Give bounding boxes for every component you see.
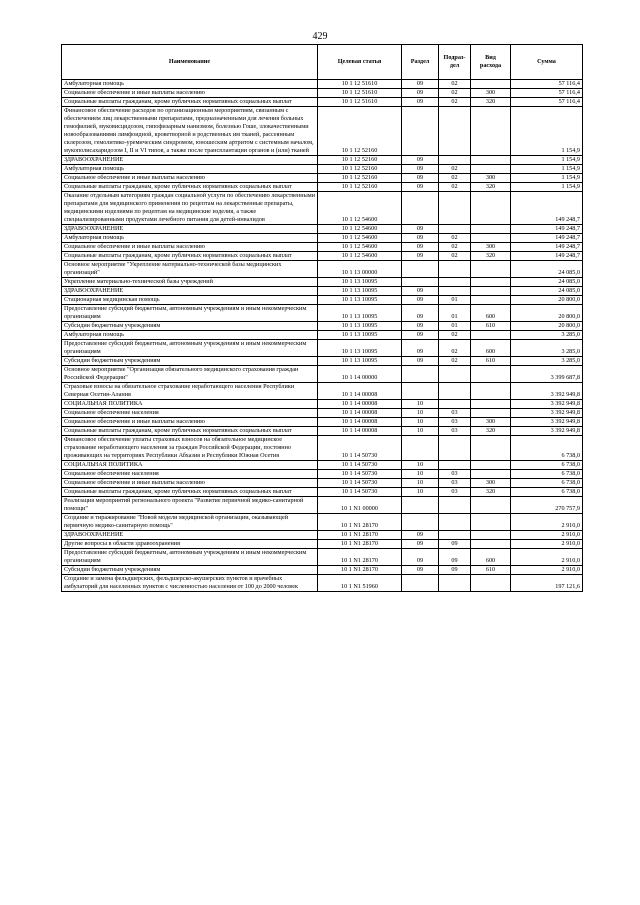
row-sum: 3 285,0 xyxy=(511,340,583,357)
row-section: 10 xyxy=(402,461,439,470)
row-expense-type xyxy=(471,192,511,225)
row-subsection: 03 xyxy=(439,418,471,427)
row-expense-type: 320 xyxy=(471,427,511,436)
table-row xyxy=(62,383,583,400)
row-name: Укрепление материально-технической базы учреждений xyxy=(62,278,318,287)
row-sum: 2 910,0 xyxy=(511,531,583,540)
row-name: Социальные выплаты гражданам, кроме публичных нормативных социальных выплат xyxy=(62,183,318,192)
row-subsection xyxy=(439,461,471,470)
row-subsection: 02 xyxy=(439,89,471,98)
row-name: Социальное обеспечение и иные выплаты населению xyxy=(62,89,318,98)
row-expense-type: 300 xyxy=(471,243,511,252)
row-subsection: 02 xyxy=(439,165,471,174)
table-row xyxy=(62,366,583,383)
row-section: 09 xyxy=(402,540,439,549)
row-section: 09 xyxy=(402,156,439,165)
row-subsection: 01 xyxy=(439,322,471,331)
row-name: ЗДРАВООХРАНЕНИЕ xyxy=(62,225,318,234)
row-section: 09 xyxy=(402,322,439,331)
row-section: 09 xyxy=(402,549,439,566)
row-expense-type: 610 xyxy=(471,566,511,575)
row-subsection xyxy=(439,436,471,461)
row-subsection: 02 xyxy=(439,331,471,340)
row-target: 10 1 13 10095 xyxy=(318,357,402,366)
table-row xyxy=(62,436,583,461)
table-row xyxy=(62,278,583,287)
row-expense-type: 320 xyxy=(471,488,511,497)
row-target: 10 1 N1 28170 xyxy=(318,514,402,531)
row-sum: 2 910,0 xyxy=(511,540,583,549)
page-number: 429 xyxy=(312,31,328,42)
table-row xyxy=(62,479,583,488)
table-row xyxy=(62,497,583,514)
row-name: Субсидии бюджетным учреждениям xyxy=(62,322,318,331)
row-name: ЗДРАВООХРАНЕНИЕ xyxy=(62,531,318,540)
row-section xyxy=(402,383,439,400)
row-target: 10 1 12 52160 xyxy=(318,156,402,165)
row-name: Создание и замена фельдшерских, фельдшерско-акушерских пунктов и врачебных амбулаторий для населенных пунктов с численностью населения от 100 до 2000 человек xyxy=(62,575,318,592)
row-sum: 3 399 687,8 xyxy=(511,366,583,383)
row-subsection: 03 xyxy=(439,427,471,436)
row-section xyxy=(402,366,439,383)
table-row xyxy=(62,575,583,592)
row-sum: 149 248,7 xyxy=(511,192,583,225)
table-row xyxy=(62,174,583,183)
row-sum: 6 738,0 xyxy=(511,488,583,497)
row-section xyxy=(402,278,439,287)
row-subsection: 03 xyxy=(439,479,471,488)
row-expense-type xyxy=(471,531,511,540)
table-row xyxy=(62,80,583,89)
row-sum: 197 121,6 xyxy=(511,575,583,592)
row-sum: 1 154,9 xyxy=(511,156,583,165)
row-subsection xyxy=(439,383,471,400)
row-name: Социальное обеспечение населения xyxy=(62,470,318,479)
table-row xyxy=(62,427,583,436)
row-target: 10 1 13 10095 xyxy=(318,305,402,322)
row-name: Страховые взносы на обязательное страхование неработающего населения Республики Северная Осетия-Алания xyxy=(62,383,318,400)
table-row xyxy=(62,252,583,261)
row-target: 10 1 12 54600 xyxy=(318,225,402,234)
row-name: Социальные выплаты гражданам, кроме публичных нормативных социальных выплат xyxy=(62,98,318,107)
row-expense-type xyxy=(471,234,511,243)
row-target: 10 1 14 50730 xyxy=(318,488,402,497)
row-target: 10 1 13 00000 xyxy=(318,261,402,278)
row-subsection xyxy=(439,107,471,156)
row-target: 10 1 12 54600 xyxy=(318,234,402,243)
row-target: 10 1 N1 00000 xyxy=(318,497,402,514)
row-name: Социальное обеспечение и иные выплаты населению xyxy=(62,418,318,427)
row-target: 10 1 14 00008 xyxy=(318,409,402,418)
row-expense-type xyxy=(471,409,511,418)
row-expense-type: 600 xyxy=(471,340,511,357)
table-row xyxy=(62,192,583,225)
row-expense-type xyxy=(471,331,511,340)
row-sum: 1 154,9 xyxy=(511,165,583,174)
row-name: Другие вопросы в области здравоохранения xyxy=(62,540,318,549)
table-row xyxy=(62,540,583,549)
row-expense-type: 600 xyxy=(471,549,511,566)
row-name: Реализация мероприятий регионального проекта "Развитие первичной медико-санитарной помощи" xyxy=(62,497,318,514)
table-row xyxy=(62,340,583,357)
row-sum: 57 116,4 xyxy=(511,89,583,98)
row-name: Социальные выплаты гражданам, кроме публичных нормативных социальных выплат xyxy=(62,488,318,497)
row-name: Амбулаторная помощь xyxy=(62,234,318,243)
row-sum: 20 800,0 xyxy=(511,322,583,331)
row-section xyxy=(402,575,439,592)
row-sum: 2 910,0 xyxy=(511,549,583,566)
row-expense-type xyxy=(471,366,511,383)
row-target: 10 1 N1 28170 xyxy=(318,549,402,566)
row-name: Предоставление субсидий бюджетным, автономным учреждениям и иным некоммерческим организациям xyxy=(62,340,318,357)
row-subsection xyxy=(439,261,471,278)
row-section xyxy=(402,192,439,225)
row-section: 09 xyxy=(402,225,439,234)
table-row xyxy=(62,409,583,418)
row-name: Субсидии бюджетным учреждениям xyxy=(62,566,318,575)
table-row xyxy=(62,296,583,305)
row-section: 09 xyxy=(402,165,439,174)
row-sum: 3 392 949,8 xyxy=(511,427,583,436)
row-subsection: 09 xyxy=(439,566,471,575)
row-section: 10 xyxy=(402,418,439,427)
row-sum: 3 392 949,8 xyxy=(511,383,583,400)
row-name: Основное мероприятие "Организация обязательного медицинского страхования граждан Российской Федерации" xyxy=(62,366,318,383)
row-subsection: 02 xyxy=(439,243,471,252)
row-name: Социальное обеспечение и иные выплаты населению xyxy=(62,243,318,252)
row-target: 10 1 12 52160 xyxy=(318,183,402,192)
row-section: 09 xyxy=(402,331,439,340)
row-expense-type xyxy=(471,400,511,409)
row-subsection xyxy=(439,514,471,531)
table-row xyxy=(62,357,583,366)
row-expense-type xyxy=(471,436,511,461)
row-subsection xyxy=(439,497,471,514)
row-subsection xyxy=(439,366,471,383)
row-subsection: 02 xyxy=(439,340,471,357)
header-section: Раздел xyxy=(402,45,439,80)
row-expense-type xyxy=(471,225,511,234)
row-name: Основное мероприятие "Укрепление материально-технической базы медицинских организаций" xyxy=(62,261,318,278)
row-target: 10 1 13 10095 xyxy=(318,287,402,296)
table-row xyxy=(62,305,583,322)
row-expense-type: 610 xyxy=(471,322,511,331)
row-subsection: 09 xyxy=(439,540,471,549)
row-sum: 270 757,9 xyxy=(511,497,583,514)
row-sum: 149 248,7 xyxy=(511,243,583,252)
row-target: 10 1 13 10095 xyxy=(318,296,402,305)
row-sum: 3 285,0 xyxy=(511,331,583,340)
table-row xyxy=(62,566,583,575)
row-section: 10 xyxy=(402,479,439,488)
table-row xyxy=(62,322,583,331)
row-subsection xyxy=(439,278,471,287)
row-sum: 57 116,4 xyxy=(511,80,583,89)
row-name: Социальные выплаты гражданам, кроме публичных нормативных социальных выплат xyxy=(62,427,318,436)
row-expense-type: 610 xyxy=(471,357,511,366)
row-section xyxy=(402,514,439,531)
row-subsection xyxy=(439,400,471,409)
row-subsection xyxy=(439,192,471,225)
row-expense-type xyxy=(471,383,511,400)
row-sum: 6 738,0 xyxy=(511,470,583,479)
table-row xyxy=(62,488,583,497)
row-expense-type: 300 xyxy=(471,418,511,427)
table-row xyxy=(62,225,583,234)
header-target: Целевая статья xyxy=(318,45,402,80)
row-target: 10 1 N1 28170 xyxy=(318,540,402,549)
row-name: Социальное обеспечение и иные выплаты населению xyxy=(62,479,318,488)
row-target: 10 1 12 54600 xyxy=(318,252,402,261)
row-expense-type xyxy=(471,497,511,514)
row-subsection: 09 xyxy=(439,549,471,566)
row-name: Социальное обеспечение населения xyxy=(62,409,318,418)
row-subsection: 03 xyxy=(439,470,471,479)
table-row xyxy=(62,514,583,531)
row-name: Оказание отдельным категориям граждан социальной услуги по обеспечению лекарственными препаратами для медицинского применения по рецептам на лекарственные препараты, медицинскими изделиями по рецептам на медицинские изделия, а также специализированными продуктами лечебного питания для детей-инвалидов xyxy=(62,192,318,225)
row-name: Финансовое обеспечение расходов по организационным мероприятиям, связанным с обеспечением лиц лекарственными препаратами, предназначенными для лечения больных гемофилией, муковисцидозом, гипофизарным нанизмом, болезнью Гоше, злокачественными новообразованиями лимфоидной, кроветворной и родственных им тканей, рассеянным склерозом, гемолитико-уремическим синдромом, юношеским артритом с системным началом, мукополисахаридозом I, II и VI типов, а также после трансплантации органов и (или) тканей xyxy=(62,107,318,156)
row-sum: 1 154,9 xyxy=(511,183,583,192)
table-row xyxy=(62,234,583,243)
row-subsection: 02 xyxy=(439,252,471,261)
row-expense-type: 600 xyxy=(471,305,511,322)
row-subsection: 01 xyxy=(439,296,471,305)
row-section: 09 xyxy=(402,89,439,98)
row-name: Создание и тиражирование "Новой модели медицинской организации, оказывающей первичную медико-санитарную помощь" xyxy=(62,514,318,531)
row-section xyxy=(402,497,439,514)
row-expense-type: 320 xyxy=(471,252,511,261)
row-expense-type xyxy=(471,278,511,287)
row-expense-type: 320 xyxy=(471,183,511,192)
row-name: Стационарная медицинская помощь xyxy=(62,296,318,305)
row-section: 09 xyxy=(402,296,439,305)
row-target: 10 1 12 51610 xyxy=(318,80,402,89)
row-section: 09 xyxy=(402,234,439,243)
row-target: 10 1 13 10095 xyxy=(318,278,402,287)
row-sum: 149 248,7 xyxy=(511,252,583,261)
row-subsection: 02 xyxy=(439,183,471,192)
row-expense-type xyxy=(471,540,511,549)
row-section: 10 xyxy=(402,400,439,409)
row-name: Социальное обеспечение и иные выплаты населению xyxy=(62,174,318,183)
row-sum: 6 738,0 xyxy=(511,436,583,461)
row-subsection xyxy=(439,225,471,234)
row-sum: 20 800,0 xyxy=(511,305,583,322)
row-sum: 6 738,0 xyxy=(511,479,583,488)
row-subsection: 03 xyxy=(439,409,471,418)
row-section: 10 xyxy=(402,470,439,479)
row-sum: 149 248,7 xyxy=(511,234,583,243)
row-target: 10 1 13 10095 xyxy=(318,340,402,357)
row-expense-type xyxy=(471,296,511,305)
row-target: 10 1 14 00008 xyxy=(318,418,402,427)
row-target: 10 1 N1 51960 xyxy=(318,575,402,592)
row-section: 09 xyxy=(402,243,439,252)
row-target: 10 1 13 10095 xyxy=(318,322,402,331)
row-name: Амбулаторная помощь xyxy=(62,80,318,89)
row-section: 09 xyxy=(402,174,439,183)
row-target: 10 1 12 52160 xyxy=(318,165,402,174)
row-target: 10 1 14 00008 xyxy=(318,383,402,400)
row-section: 09 xyxy=(402,80,439,89)
row-target: 10 1 12 54600 xyxy=(318,243,402,252)
row-expense-type xyxy=(471,156,511,165)
table-row xyxy=(62,89,583,98)
header-sum: Сумма xyxy=(511,45,583,80)
row-name: Предоставление субсидий бюджетным, автономным учреждениям и иным некоммерческим организациям xyxy=(62,549,318,566)
row-sum: 3 285,0 xyxy=(511,357,583,366)
row-name: СОЦИАЛЬНАЯ ПОЛИТИКА xyxy=(62,461,318,470)
row-section: 09 xyxy=(402,340,439,357)
row-target: 10 1 14 00000 xyxy=(318,366,402,383)
row-target: 10 1 14 50730 xyxy=(318,436,402,461)
row-name: Амбулаторная помощь xyxy=(62,165,318,174)
table-row xyxy=(62,243,583,252)
row-name: Финансовое обеспечение уплаты страховых взносов на обязательное медицинское страхование неработающего населения за граждан Российской Федерации, постоянно проживающих на территориях Республики Абхазия и Республики Южная Осетия xyxy=(62,436,318,461)
row-section xyxy=(402,261,439,278)
row-sum: 57 116,4 xyxy=(511,98,583,107)
row-subsection xyxy=(439,575,471,592)
row-sum: 2 910,0 xyxy=(511,514,583,531)
table-row xyxy=(62,261,583,278)
row-section: 09 xyxy=(402,98,439,107)
row-subsection: 03 xyxy=(439,488,471,497)
row-subsection xyxy=(439,287,471,296)
row-sum: 20 800,0 xyxy=(511,296,583,305)
row-name: Амбулаторная помощь xyxy=(62,331,318,340)
header-expense-type: Вид расхода xyxy=(471,45,511,80)
row-expense-type: 300 xyxy=(471,89,511,98)
table-row xyxy=(62,531,583,540)
row-subsection: 01 xyxy=(439,305,471,322)
row-sum: 6 738,0 xyxy=(511,461,583,470)
header-name: Наименование xyxy=(62,45,318,80)
row-subsection xyxy=(439,156,471,165)
row-sum: 24 085,0 xyxy=(511,278,583,287)
budget-table xyxy=(61,44,583,592)
row-expense-type xyxy=(471,261,511,278)
row-target: 10 1 13 10095 xyxy=(318,331,402,340)
table-row xyxy=(62,549,583,566)
row-sum: 3 392 949,8 xyxy=(511,418,583,427)
table-row xyxy=(62,165,583,174)
row-expense-type xyxy=(471,107,511,156)
header-subsection: Подраз- дел xyxy=(439,45,471,80)
row-subsection: 02 xyxy=(439,98,471,107)
row-subsection: 02 xyxy=(439,174,471,183)
row-subsection: 02 xyxy=(439,80,471,89)
row-target: 10 1 N1 28170 xyxy=(318,531,402,540)
row-target: 10 1 14 00008 xyxy=(318,427,402,436)
row-section: 09 xyxy=(402,287,439,296)
row-subsection xyxy=(439,531,471,540)
row-name: ЗДРАВООХРАНЕНИЕ xyxy=(62,156,318,165)
row-expense-type xyxy=(471,470,511,479)
row-section: 09 xyxy=(402,305,439,322)
row-sum: 3 392 949,8 xyxy=(511,409,583,418)
row-section xyxy=(402,107,439,156)
table-row xyxy=(62,107,583,156)
row-target: 10 1 12 52160 xyxy=(318,107,402,156)
row-expense-type: 300 xyxy=(471,479,511,488)
row-section: 09 xyxy=(402,566,439,575)
row-expense-type xyxy=(471,287,511,296)
row-section: 09 xyxy=(402,531,439,540)
row-target: 10 1 12 51610 xyxy=(318,89,402,98)
row-target: 10 1 12 52160 xyxy=(318,174,402,183)
table-row xyxy=(62,98,583,107)
row-target: 10 1 14 00008 xyxy=(318,400,402,409)
row-section xyxy=(402,436,439,461)
row-section: 09 xyxy=(402,357,439,366)
row-sum: 2 910,0 xyxy=(511,566,583,575)
row-target: 10 1 N1 28170 xyxy=(318,566,402,575)
row-expense-type: 320 xyxy=(471,98,511,107)
row-name: Субсидии бюджетным учреждениям xyxy=(62,357,318,366)
table-row xyxy=(62,183,583,192)
row-section: 10 xyxy=(402,409,439,418)
row-sum: 1 154,9 xyxy=(511,107,583,156)
table-row xyxy=(62,418,583,427)
row-name: Предоставление субсидий бюджетным, автономным учреждениям и иным некоммерческим организациям xyxy=(62,305,318,322)
table-row xyxy=(62,400,583,409)
row-name: СОЦИАЛЬНАЯ ПОЛИТИКА xyxy=(62,400,318,409)
row-sum: 24 085,0 xyxy=(511,287,583,296)
row-section: 09 xyxy=(402,252,439,261)
row-sum: 24 085,0 xyxy=(511,261,583,278)
row-sum: 1 154,9 xyxy=(511,174,583,183)
row-target: 10 1 14 50730 xyxy=(318,479,402,488)
row-target: 10 1 14 50730 xyxy=(318,461,402,470)
table-row xyxy=(62,287,583,296)
row-expense-type xyxy=(471,575,511,592)
row-target: 10 1 14 50730 xyxy=(318,470,402,479)
table-header-row xyxy=(62,45,583,80)
row-sum: 149 248,7 xyxy=(511,225,583,234)
row-section: 10 xyxy=(402,427,439,436)
row-expense-type: 300 xyxy=(471,174,511,183)
table-row xyxy=(62,331,583,340)
row-name: ЗДРАВООХРАНЕНИЕ xyxy=(62,287,318,296)
row-expense-type xyxy=(471,165,511,174)
table-row xyxy=(62,461,583,470)
row-expense-type xyxy=(471,514,511,531)
row-name: Социальные выплаты гражданам, кроме публичных нормативных социальных выплат xyxy=(62,252,318,261)
row-subsection: 02 xyxy=(439,234,471,243)
row-section: 10 xyxy=(402,488,439,497)
row-target: 10 1 12 51610 xyxy=(318,98,402,107)
row-sum: 3 392 949,8 xyxy=(511,400,583,409)
table-row xyxy=(62,156,583,165)
row-target: 10 1 12 54600 xyxy=(318,192,402,225)
row-section: 09 xyxy=(402,183,439,192)
row-expense-type xyxy=(471,461,511,470)
row-subsection: 02 xyxy=(439,357,471,366)
table-row xyxy=(62,470,583,479)
row-expense-type xyxy=(471,80,511,89)
